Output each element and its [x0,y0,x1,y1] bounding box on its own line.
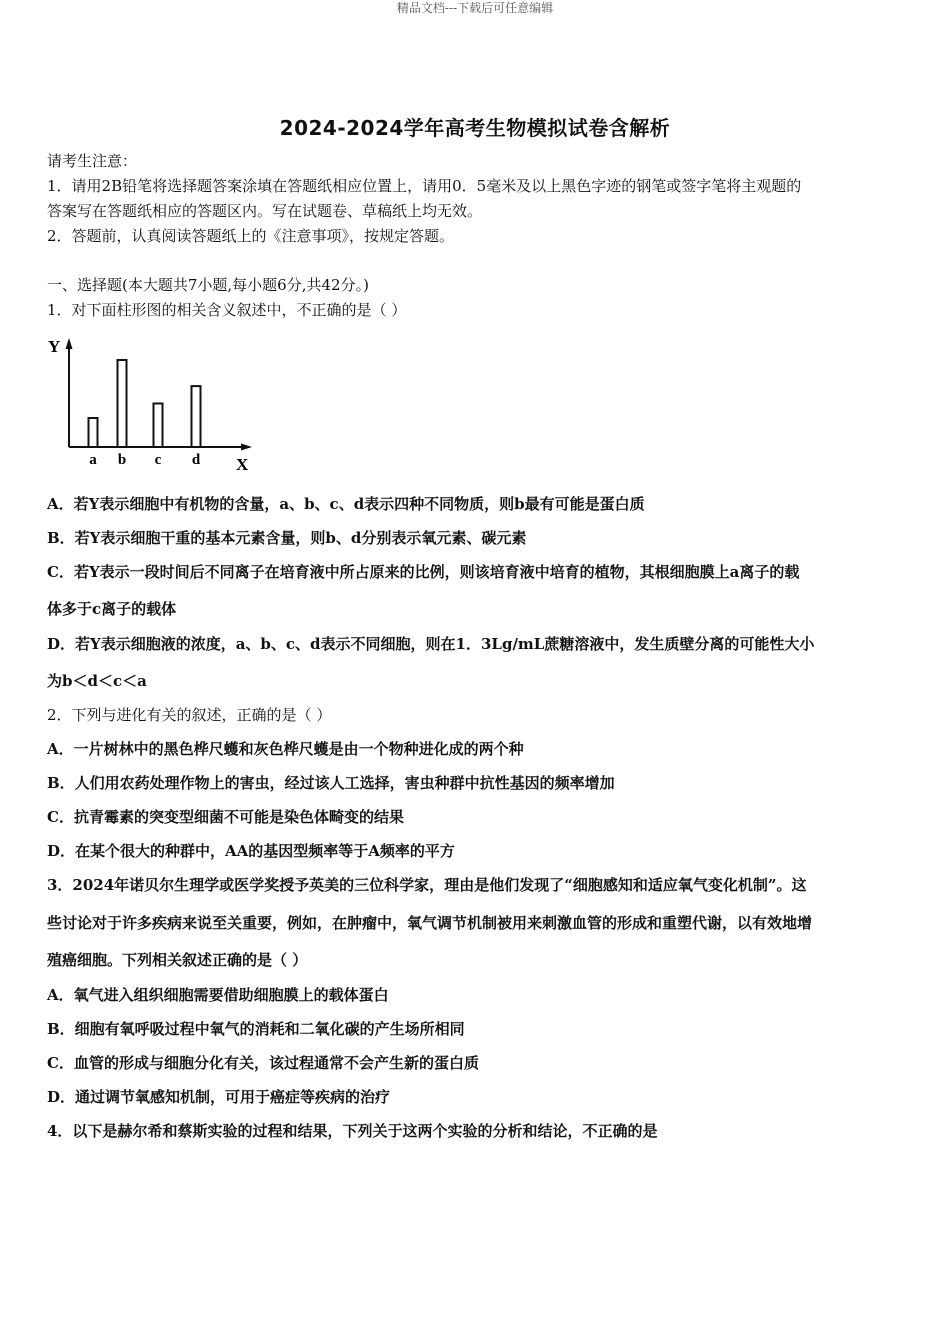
question-3-option-a: A．氧气进入组织细胞需要借助细胞膜上的载体蛋白 [47,986,389,1004]
question-1-option-b: B．若Y表示细胞干重的基本元素含量，则b、d分别表示氧元素、碳元素 [47,529,527,547]
y-axis-arrow [66,338,73,349]
question-1-stem: 1．对下面柱形图的相关含义叙述中，不正确的是（ ） [47,301,407,319]
question-1-option-d-line-2: 为b＜d＜c＜a [47,672,147,690]
bar-b [118,360,127,447]
question-3-stem-line-1: 3．2024年诺贝尔生理学或医学奖授予英美的三位科学家，理由是他们发现了“细胞感知和适应氧气变化机制”。这 [47,876,807,894]
notice-heading: 请考生注意： [47,152,138,170]
notice-item-2: 2．答题前，认真阅读答题纸上的《注意事项》，按规定答题。 [47,227,455,245]
bar-chart [40,330,270,475]
section-heading: 一、选择题(本大题共7小题,每小题6分,共42分。) [47,276,369,294]
question-2-option-d: D．在某个很大的种群中，AA的基因型频率等于A频率的平方 [47,842,455,860]
question-2-option-b: B．人们用农药处理作物上的害虫，经过该人工选择，害虫种群中抗性基因的频率增加 [47,774,615,792]
page-title: 2024-2024学年高考生物模拟试卷含解析 [279,116,671,140]
tick-label-d: d [191,452,201,468]
header-watermark: 精品文档---下载后可任意编辑 [396,1,554,15]
question-2-option-c: C．抗青霉素的突变型细菌不可能是染色体畸变的结果 [47,808,404,826]
notice-item-1-line-2: 答案写在答题纸相应的答题区内。写在试题卷、草稿纸上均无效。 [47,202,483,220]
tick-label-a: a [89,452,97,468]
question-3-stem-line-2: 些讨论对于许多疾病来说至关重要，例如，在肿瘤中，氧气调节机制被用来刺激血管的形成和重塑代谢，以有效地增 [47,914,813,932]
question-1-option-c-line-1: C．若Y表示一段时间后不同离子在培育液中所占原来的比例，则该培育液中培育的植物，其根细胞膜上a离子的载 [47,563,800,581]
notice-item-1-line-1: 1．请用2B铅笔将选择题答案涂填在答题纸相应位置上，请用0．5毫米及以上黑色字迹的钢笔或签字笔将主观题的 [47,177,802,195]
question-1-option-d-line-1: D．若Y表示细胞液的浓度，a、b、c、d表示不同细胞，则在1．3Lg/mL蔗糖溶液中，发生质壁分离的可能性大小 [47,635,815,653]
bar-c [154,404,163,448]
question-1-option-a: A．若Y表示细胞中有机物的含量，a、b、c、d表示四种不同物质，则b最有可能是蛋白质 [47,495,645,513]
question-1-option-c-line-2: 体多于c离子的载体 [47,600,177,618]
question-3-option-b: B．细胞有氧呼吸过程中氧气的消耗和二氧化碳的产生场所相同 [47,1020,465,1038]
question-3-option-c: C．血管的形成与细胞分化有关，该过程通常不会产生新的蛋白质 [47,1054,479,1072]
bar-d [192,386,201,447]
y-axis-label: Y [48,337,61,356]
question-2-option-a: A．一片树林中的黑色桦尺蠖和灰色桦尺蠖是由一个物种进化成的两个种 [47,740,524,758]
question-4-stem: 4．以下是赫尔希和蔡斯实验的过程和结果，下列关于这两个实验的分析和结论，不正确的是 [47,1122,658,1140]
question-3-stem-line-3: 殖癌细胞。下列相关叙述正确的是（ ） [47,951,308,969]
question-3-option-d: D．通过调节氧感知机制，可用于癌症等疾病的治疗 [47,1088,391,1106]
bar-a [89,418,98,447]
question-2-stem: 2．下列与进化有关的叙述，正确的是（ ） [47,706,332,724]
tick-label-b: b [117,452,127,468]
x-axis-label: X [236,455,249,474]
tick-label-c: c [154,452,162,468]
x-axis-arrow [241,444,252,451]
